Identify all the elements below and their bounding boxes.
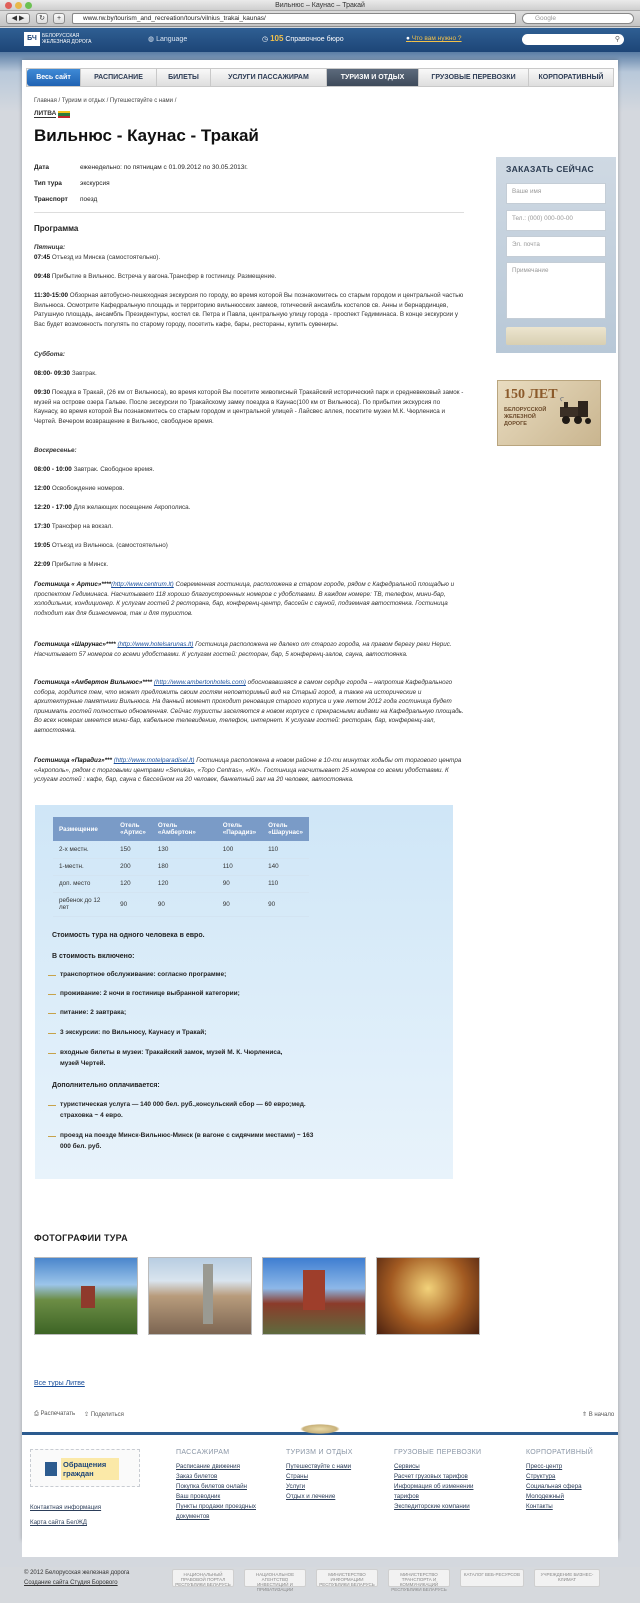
- divider: [34, 212, 464, 213]
- hotel-description: [34, 640, 464, 659]
- country-label[interactable]: ЛИТВА: [34, 110, 57, 117]
- reload-button[interactable]: ↻: [36, 13, 48, 24]
- close-window-icon[interactable]: [5, 2, 12, 9]
- footer-ornament-icon: [300, 1424, 340, 1434]
- logo-line-2: ЖЕЛЕЗНАЯ ДОРОГА: [42, 39, 92, 45]
- day-heading: Воскресенье:: [34, 447, 77, 454]
- footer-col-heading: ПАССАЖИРАМ: [176, 1449, 230, 1456]
- document-icon: [45, 1462, 57, 1476]
- hotline-label: Справочное бюро: [285, 36, 344, 43]
- table-cell: 110: [262, 841, 309, 858]
- partner-badge[interactable]: НАЦИОНАЛЬНЫЙ ПРАВОВОЙ ПОРТАЛ РЕСПУБЛИКИ БЕЛАРУСЬ: [172, 1569, 234, 1587]
- clock-icon: ◷: [262, 36, 271, 43]
- program-text: Завтрак. Свободное время.: [73, 466, 155, 473]
- footer-link[interactable]: Социальная сфера: [526, 1483, 582, 1490]
- hotel-text: обосновавшаяся в самом сердце города – напротив Кафедрального собора, гордится тем, что может предложить своим гостям неповторимый вид на Старый город, а также на исторические и архитектурные памятники Вильнюса. На данный момент проходит реновация старого корпуса и уже летом 2012 года гостиница будет принимать гостей полностью обновленная. Сейчас туристы заселяются в новом корпусе с прекрасными видами на Кафедральную площадь. Во всех номерах имеется мини-бар, кабельное телевидение, телефон, интернет. К услугам гостей: ресторан, бар, конференц-зал, автостоянка.: [34, 679, 464, 734]
- info-label-type: Тип тура: [34, 180, 62, 187]
- window-titlebar: [0, 0, 640, 11]
- hotel-description: [34, 756, 464, 785]
- page-title: Вильнюс - Каунас - Тракай: [34, 126, 259, 145]
- minimize-window-icon[interactable]: [15, 2, 22, 9]
- email-field[interactable]: Эл. почта: [506, 236, 606, 257]
- hotel-name: Гостиница «Амбертон Вильнюс»****: [34, 679, 153, 686]
- browser-toolbar: [0, 11, 640, 27]
- nav-tickets[interactable]: БИЛЕТЫ: [157, 69, 211, 86]
- program-time: 12:20 - 17:00: [34, 504, 72, 511]
- footer-col-corporate: [526, 1448, 606, 1512]
- address-bar[interactable]: www.rw.by/tourism_and_recreation/tours/vilnius_trakai_kaunas/: [72, 13, 516, 24]
- nav-schedule[interactable]: РАСПИСАНИЕ: [81, 69, 157, 86]
- program-item: [34, 484, 464, 494]
- day-heading: Пятница:: [34, 244, 66, 251]
- search-icon[interactable]: ⚲: [614, 36, 620, 43]
- note-textarea[interactable]: Примечание: [506, 262, 606, 319]
- logo-text[interactable]: [42, 33, 92, 45]
- citizens-appeals-button[interactable]: [30, 1449, 140, 1487]
- table-cell: 90: [152, 892, 217, 916]
- price-table: [53, 817, 309, 917]
- table-cell: 200: [114, 858, 152, 875]
- order-form: [496, 157, 616, 353]
- program-time: 08:00- 09:30: [34, 370, 71, 377]
- footer-link[interactable]: Страны: [286, 1473, 309, 1480]
- banner-line: ЖЕЛЕЗНОЙ: [504, 414, 536, 420]
- program-time: 11:30-15:00: [34, 292, 68, 299]
- price-currency-note: Стоимость тура на одного человека в евро.: [52, 932, 205, 939]
- footer-link[interactable]: Отдых и лечение: [286, 1493, 336, 1500]
- table-cell: 110: [217, 858, 262, 875]
- table-cell: 90: [217, 875, 262, 892]
- maximize-window-icon[interactable]: [25, 2, 32, 9]
- table-cell: 90: [114, 892, 152, 916]
- footer-link[interactable]: Путешествуйте с нами: [286, 1463, 352, 1470]
- banner-line: ДОРОГЕ: [504, 421, 527, 427]
- table-row: [53, 858, 309, 875]
- nav-all-site[interactable]: Весь сайт: [27, 69, 81, 86]
- footer-link[interactable]: Пресс-центр: [526, 1463, 563, 1470]
- program-time: 12:00: [34, 485, 51, 492]
- hotel-link[interactable]: (http://www.motelparadisel.lt): [113, 757, 195, 764]
- locomotive-icon: [556, 397, 598, 427]
- hotline[interactable]: [262, 34, 344, 43]
- table-cell: доп. место: [53, 875, 114, 892]
- hotline-number: 105: [270, 34, 284, 43]
- hotel-link[interactable]: (http://www.hotelsarunas.lt): [117, 641, 194, 648]
- hotel-name: Гостиница «Парадиз»***: [34, 757, 112, 764]
- hotel-text: Гостиница расположена не далеко от старого города, на правом берегу реки Нерис. Насчитывает 57 номеров со всеми удобствами. К услугам гостей: ресторан, бар, 5 конференц-залов, сауна, автостоянка.: [34, 641, 452, 658]
- program-item: [34, 522, 464, 532]
- hotel-name: Гостиница «Шарунас»****: [34, 641, 116, 648]
- tour-photo-church[interactable]: [262, 1257, 366, 1335]
- program-text: Для желающих посещение Акрополиса.: [73, 504, 191, 511]
- program-time: 22:09: [34, 561, 51, 568]
- program-item: [34, 560, 464, 570]
- breadcrumb[interactable]: Главная / Туризм и отдых / Путешествуйте с нами /: [34, 98, 177, 104]
- program-item: [34, 253, 464, 263]
- program-text: Прибытие в Минск.: [51, 561, 109, 568]
- info-value-date: еженедельно: по пятницам с 01.09.2012 по 30.05.2013г.: [80, 164, 248, 171]
- list-item: проезд на поезде Минск-Вильнюс-Минск (в вагоне с сидячими местами) ~ 163 000 бел. руб.: [60, 1131, 320, 1152]
- user-icon: ●: [406, 35, 412, 42]
- footer-link[interactable]: Сервисы: [394, 1463, 420, 1470]
- banner-years: 150 ЛЕТ: [504, 387, 558, 402]
- program-heading: Программа: [34, 224, 79, 233]
- footer-link[interactable]: Заказ билетов: [176, 1473, 218, 1480]
- site-search-input[interactable]: [522, 34, 624, 45]
- footer-col-heading: ГРУЗОВЫЕ ПЕРЕВОЗКИ: [394, 1449, 482, 1456]
- print-link[interactable]: ⎙ Распечатать: [34, 1411, 76, 1417]
- back-to-top-link[interactable]: ⇑ В начало: [582, 1412, 615, 1418]
- table-cell: 180: [152, 858, 217, 875]
- footer-link[interactable]: Пункты продажи проездных документов: [176, 1503, 257, 1520]
- table-cell: ребенок до 12 лет: [53, 892, 114, 916]
- table-cell: 150: [114, 841, 152, 858]
- program-item: [34, 388, 464, 426]
- table-cell: 1-местн.: [53, 858, 114, 875]
- footer-link[interactable]: Услуги: [286, 1483, 306, 1490]
- included-heading: В стоимость включено:: [52, 953, 135, 960]
- all-tours-link[interactable]: Все туры Литве: [34, 1380, 85, 1387]
- hotel-text: Гостиница расположена в новом районе в 10-ти минутах ходьбы от торгового центра «Акрополь», рядом с торговыми центрами «Senuka», «Topo Centras», «IKI». Гостиница насчитывает 25 номеров со всеми удобствами. К услугам гостей : кафе, бар, сауна с бассейном на 20 человек, банкетный зал на 20 человек, автостоянка.: [34, 757, 462, 784]
- info-value-transport: поезд: [80, 196, 98, 203]
- extra-heading: Дополнительно оплачивается:: [52, 1082, 160, 1089]
- footer-col-passengers: [176, 1448, 266, 1522]
- appeals-label: Обращения граждан: [61, 1458, 119, 1480]
- partner-badge[interactable]: МИНИСТЕРСТВО ИНФОРМАЦИИ РЕСПУБЛИКИ БЕЛАРУСЬ: [316, 1569, 378, 1587]
- table-row: [53, 841, 309, 858]
- program-text: Отъезд из Вильнюса. (самостоятельно): [51, 542, 168, 549]
- program-time: 17:30: [34, 523, 51, 530]
- window-title: Вильнюс – Каунас – Тракай: [275, 2, 365, 9]
- copyright: © 2012 Белорусская железная дорога: [24, 1570, 130, 1576]
- column-header: Отель «Шарунас»: [262, 817, 309, 841]
- sitemap-link[interactable]: Карта сайта БелЖД: [30, 1519, 88, 1526]
- partner-badge[interactable]: КАТАЛОГ ВЕБ-РЕСУРСОВ: [460, 1569, 524, 1587]
- hotel-name: Гостиница « Артис»****: [34, 581, 112, 588]
- program-time: 19:05: [34, 542, 51, 549]
- share-link[interactable]: ⇪ Поделиться: [84, 1412, 124, 1418]
- footer-link[interactable]: Покупка билетов онлайн: [176, 1483, 247, 1490]
- list-item: транспортное обслуживание: согласно программе;: [60, 970, 320, 981]
- info-value-type: экскурсия: [80, 180, 110, 187]
- table-cell: 2-х местн.: [53, 841, 114, 858]
- nav-freight[interactable]: ГРУЗОВЫЕ ПЕРЕВОЗКИ: [419, 69, 529, 86]
- column-header: Отель «Амбертон»: [152, 817, 217, 841]
- footer-link[interactable]: Расписание движения: [176, 1463, 240, 1470]
- program-text: Освобождение номеров.: [51, 485, 125, 492]
- table-cell: 120: [152, 875, 217, 892]
- footer-link[interactable]: Расчет грузовых тарифов: [394, 1473, 468, 1480]
- footer-link[interactable]: Экспедиторские компании: [394, 1503, 470, 1510]
- program-time: 07:45: [34, 254, 51, 261]
- footer-link[interactable]: Контакты: [526, 1503, 553, 1510]
- partner-badge[interactable]: НАЦИОНАЛЬНОЕ АГЕНТСТВО ИНВЕСТИЦИЙ И ПРИВАТИЗАЦИИ: [244, 1569, 306, 1587]
- globe-icon: ◍: [148, 36, 157, 43]
- share-icon: ⇪: [84, 1412, 91, 1418]
- made-by-link[interactable]: Создание сайта Студия Борового: [24, 1580, 118, 1586]
- column-header: Отель «Парадиз»: [217, 817, 262, 841]
- table-cell: 130: [152, 841, 217, 858]
- list-item: питание: 2 завтрака;: [60, 1008, 320, 1019]
- add-bookmark-button[interactable]: +: [53, 13, 65, 24]
- table-cell: 90: [262, 892, 309, 916]
- table-row: [53, 875, 309, 892]
- footer-col-tourism: [286, 1448, 366, 1502]
- arrow-up-icon: ⇑: [582, 1412, 589, 1418]
- hotel-link[interactable]: (http://www.ambertonhotels.com): [153, 679, 246, 686]
- phone-field[interactable]: Тел.: (000) 000-00-00: [506, 210, 606, 231]
- table-row: [53, 892, 309, 916]
- contact-info-link[interactable]: Контактная информация: [30, 1504, 102, 1511]
- day-heading: Суббота:: [34, 351, 65, 358]
- footer-col-heading: ТУРИЗМ И ОТДЫХ: [286, 1449, 353, 1456]
- banner-line: БЕЛОРУССКОЙ: [504, 407, 547, 413]
- printer-icon: ⎙: [34, 1411, 41, 1417]
- login-label: Что вам нужно ?: [411, 35, 462, 42]
- order-submit-button[interactable]: [506, 327, 606, 345]
- program-item: [34, 272, 464, 282]
- nav-passenger-services[interactable]: УСЛУГИ ПАССАЖИРАМ: [211, 69, 327, 86]
- footer-link[interactable]: Информация об изменении тарифов: [394, 1483, 474, 1500]
- main-nav: [26, 68, 614, 87]
- tour-photo-castle[interactable]: [34, 1257, 138, 1335]
- table-cell: 110: [262, 875, 309, 892]
- table-cell: 140: [262, 858, 309, 875]
- user-login[interactable]: [406, 35, 462, 42]
- hotel-description: [34, 580, 464, 618]
- program-item: [34, 541, 464, 551]
- program-time: 09:30: [34, 389, 51, 396]
- table-header-row: [53, 817, 309, 841]
- footer-link[interactable]: Ваш проводник: [176, 1493, 221, 1500]
- program-item: [34, 503, 464, 513]
- table-cell: 120: [114, 875, 152, 892]
- browser-search-field[interactable]: Google: [522, 13, 634, 24]
- footer-link[interactable]: Молодежный: [526, 1493, 564, 1500]
- back-forward-buttons[interactable]: ◀ ▶: [6, 13, 30, 24]
- program-text: Отъезд из Минска (самостоятельно).: [51, 254, 161, 261]
- hotel-text: Современная гостиница, расположена в старом городе, рядом с Кафедральной площадью и проспектом Гедиминаса. Насчитывает 118 хорошо благоустроенных номеров с удобствами. В каждом номере: ТВ, телефон, мини-бар, холодильник, кондиционер. К услугам гостей 2 ресторана, бар, конференц-центр, бассейн с сауной, подземная автостоянка. Гостиница подходит как для бизнесменов, так и для туристов.: [34, 581, 455, 617]
- hotel-link[interactable]: (http://www.centrum.lt): [111, 581, 174, 588]
- program-text: Завтрак.: [71, 370, 97, 377]
- name-field[interactable]: Ваше имя: [506, 183, 606, 204]
- partner-badge[interactable]: МИНИСТЕРСТВО ТРАНСПОРТА И КОММУНИКАЦИЙ РЕСПУБЛИКИ БЕЛАРУСЬ: [388, 1569, 450, 1587]
- nav-corporate[interactable]: КОРПОРАТИВНЫЙ: [538, 74, 604, 81]
- program-time: 09:48: [34, 273, 51, 280]
- lithuania-flag-icon: [58, 111, 70, 118]
- logo-line-1: БЕЛОРУССКАЯ: [42, 33, 80, 39]
- program-text: Трансфер на вокзал.: [51, 523, 114, 530]
- list-item: 3 экскурсии: по Вильнюсу, Каунасу и Тракай;: [60, 1028, 320, 1039]
- info-label-transport: Транспорт: [34, 196, 68, 203]
- program-item: [34, 291, 464, 329]
- anniversary-banner[interactable]: [497, 380, 601, 446]
- order-heading: ЗАКАЗАТЬ СЕЙЧАС: [506, 164, 594, 174]
- footer-link[interactable]: Структура: [526, 1473, 556, 1480]
- language-switch[interactable]: [148, 35, 187, 43]
- footer-col-heading: КОРПОРАТИВНЫЙ: [526, 1449, 594, 1456]
- hotel-description: [34, 678, 464, 736]
- nav-tourism[interactable]: ТУРИЗМ И ОТДЫХ: [327, 69, 419, 86]
- site-header: [0, 28, 640, 52]
- list-item: проживание: 2 ночи в гостинице выбранной категории;: [60, 989, 320, 1000]
- program-time: 08:00 - 10:00: [34, 466, 72, 473]
- logo-mark[interactable]: БЧ: [24, 32, 40, 46]
- partner-badge[interactable]: УЧРЕЖДЕНИЕ БИЗНЕС-КЛИМАТ: [534, 1569, 600, 1587]
- list-item: входные билеты в музеи: Тракайский замок, музей М. К. Чюрлениса, музей Чертей.: [60, 1048, 300, 1069]
- list-item: туристическая услуга — 140 000 бел. руб.,консульский сбор — 60 евро;мед. страховка ~ 4 евро.: [60, 1100, 320, 1121]
- photos-heading: ФОТОГРАФИИ ТУРА: [34, 1233, 128, 1243]
- program-text: Обзорная автобусно-пешеходная экскурсия по городу, во время которой Вы познакомитесь со старым городом и центральной частью Вильнюса. Осмотрите Кафедральную площадь и территорию вильнюсских замков, готический ансамбль костелов св. Анны и бернардинцев, Ратушную площадь, ансамбль Президентуры, костел св. Петра и Павла, центральную улицу города - проспект Гедиминаса. В конце экскурсии у Вас будет возможность погулять по старому городу, посетить кафе, бары, рестораны, купить сувениры.: [34, 292, 464, 328]
- program-text: Прибытие в Вильнюс. Встреча у вагона.Трансфер в гостиницу. Размещение.: [51, 273, 277, 280]
- table-cell: 90: [217, 892, 262, 916]
- language-label: Language: [156, 36, 188, 43]
- table-cell: 100: [217, 841, 262, 858]
- column-header: Размещение: [53, 817, 114, 841]
- banner-text: [504, 407, 546, 428]
- tour-photo-street[interactable]: [148, 1257, 252, 1335]
- column-header: Отель «Артис»: [114, 817, 152, 841]
- tour-photo-interior[interactable]: [376, 1257, 480, 1335]
- program-item: [34, 369, 464, 379]
- program-item: [34, 465, 464, 475]
- info-label-date: Дата: [34, 164, 50, 171]
- footer-col-freight: [394, 1448, 484, 1512]
- program-text: Поездка в Тракай, (26 км от Вильнюса), во время которой Вы посетите живописный Тракайский исторический парк и средневековый замок - музей на острове озера Гальве. После экскурсии по Тракайскому замку поездка в Каунас(100 км от Вильнюса). По прибытии экскурсия по Каунасу, во время которой Вы познакомитесь со старым городом и центральной улицей - Лайсвес аллея, посетите музеи М.К. Чюрлениса и Чертей. Вечером возвращение в Вильнюс, свободное время.: [34, 389, 464, 425]
